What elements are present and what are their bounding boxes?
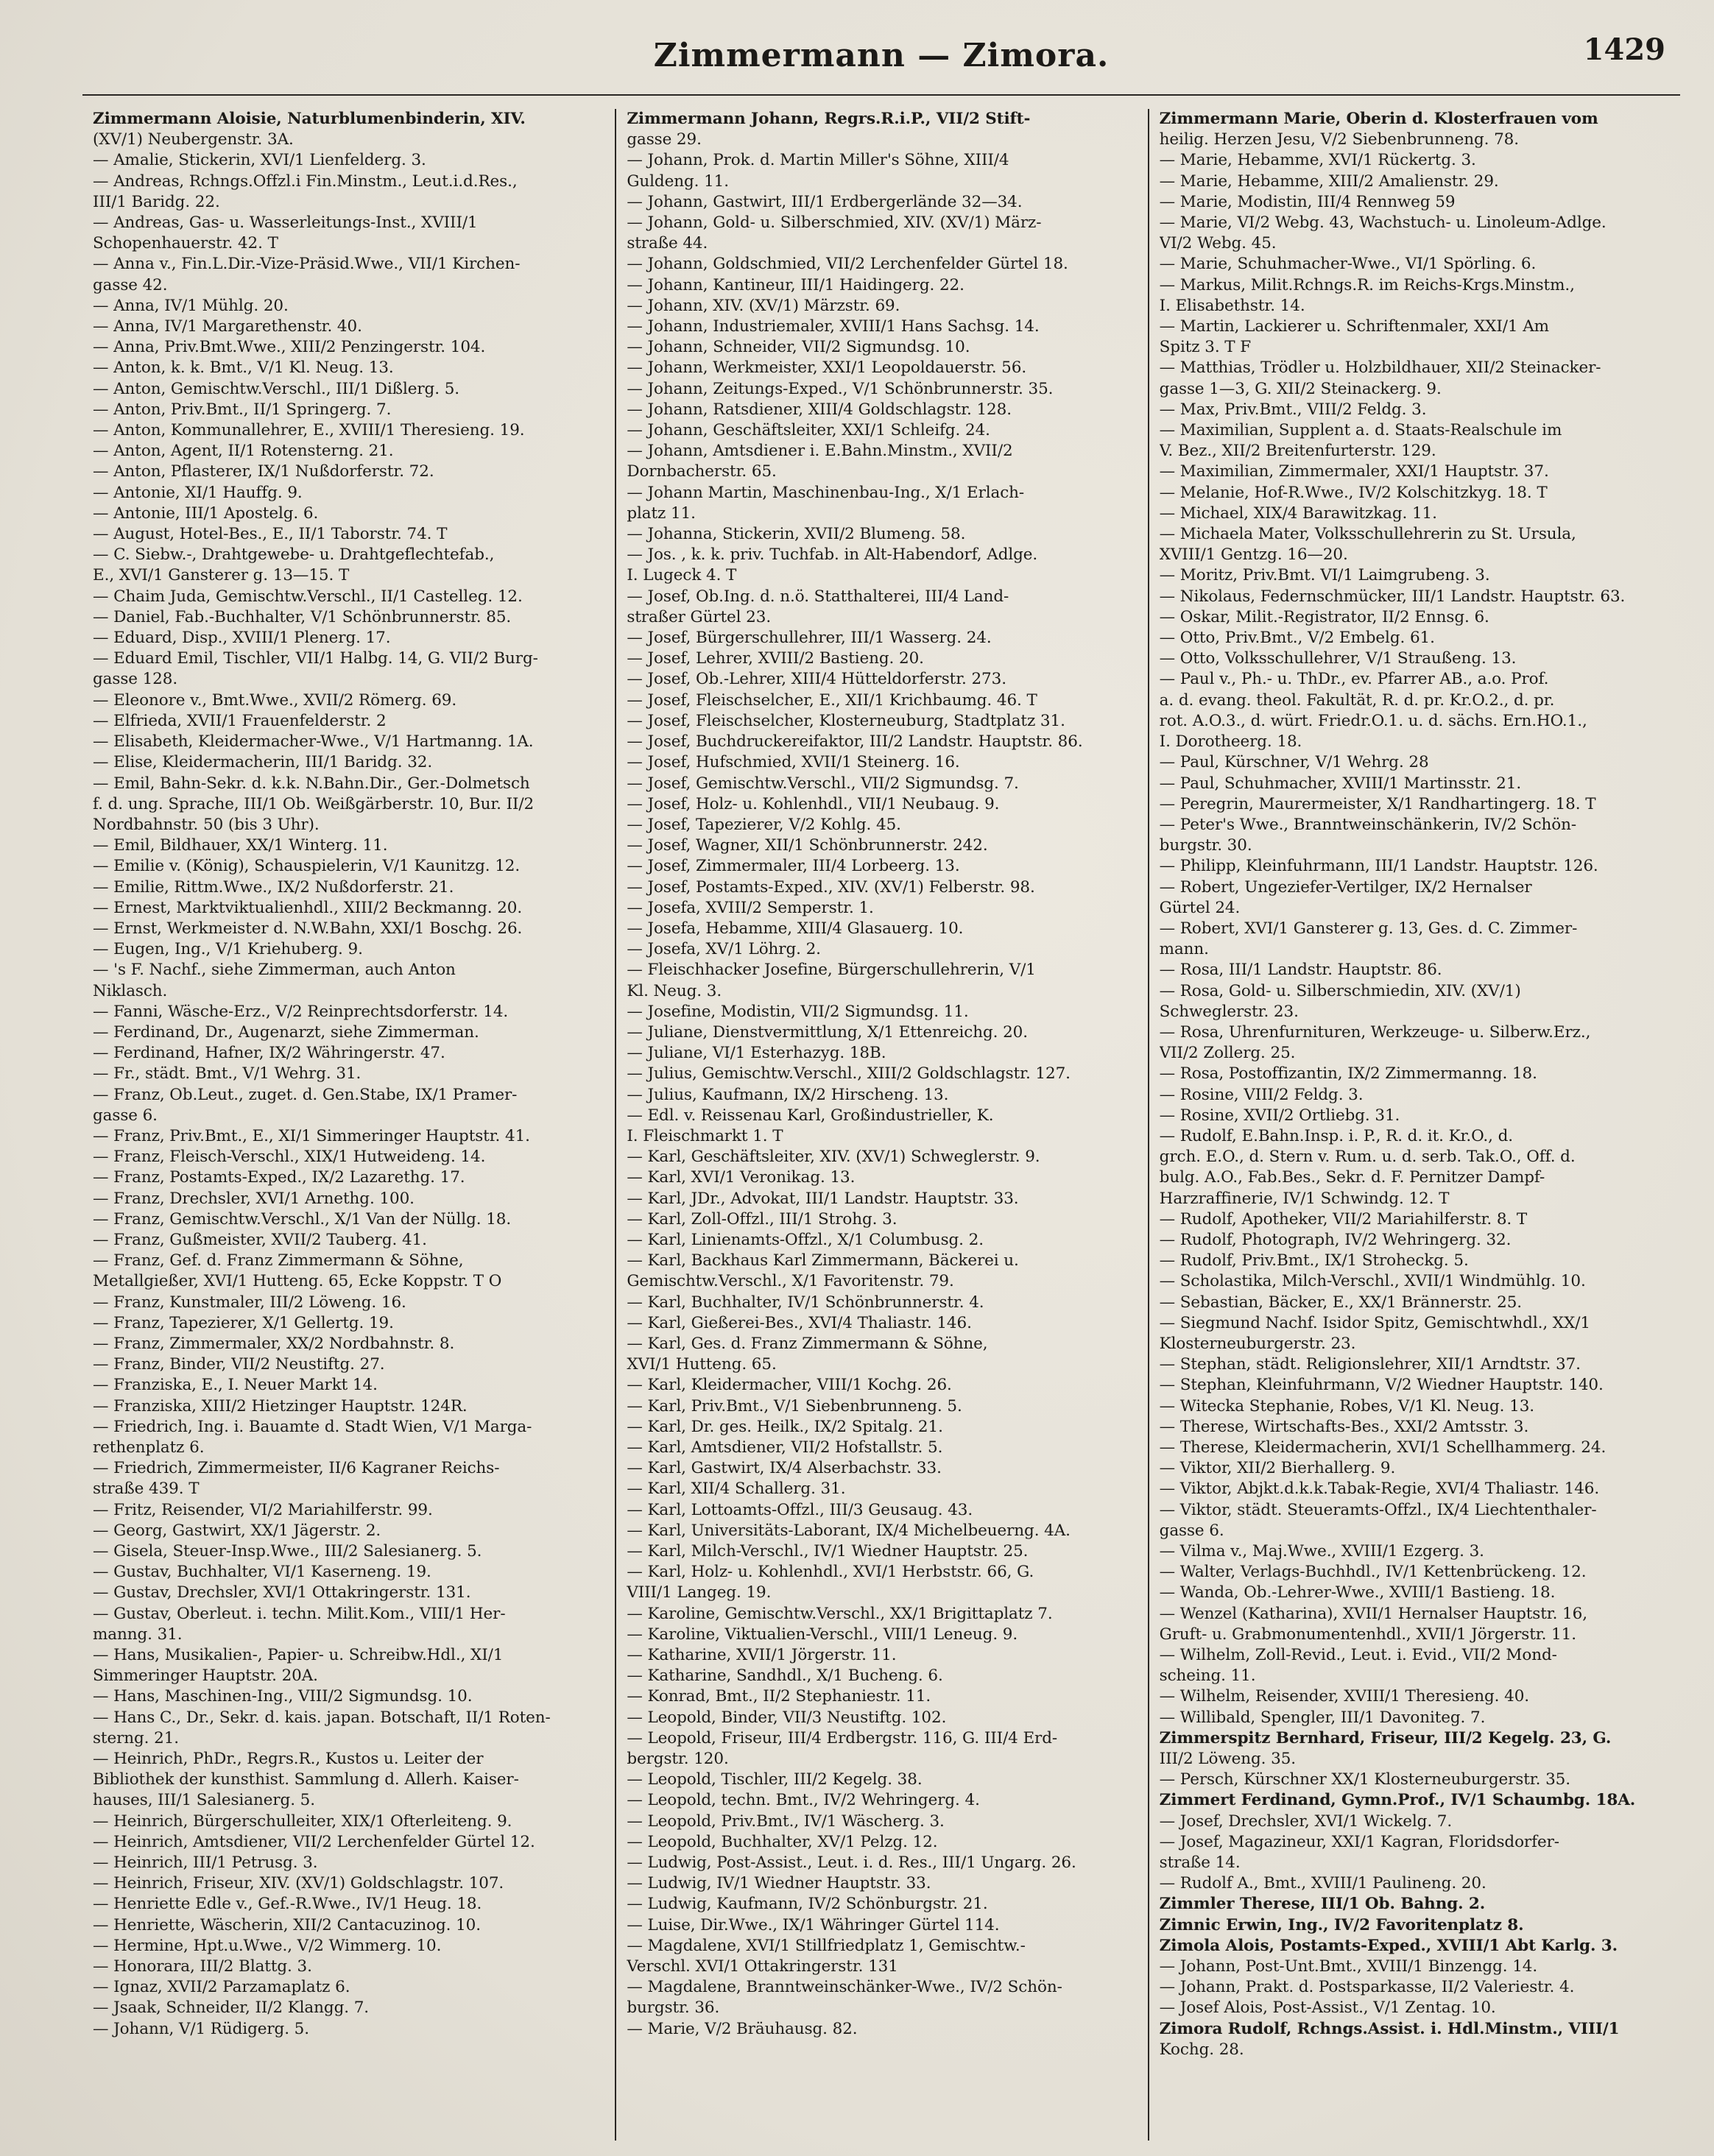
directory-entry: — Konrad, Bmt., II/2 Stephaniestr. 11. <box>627 1687 931 1706</box>
directory-entry: — Franz, Drechsler, XVI/1 Arnethg. 100. <box>93 1189 415 1208</box>
directory-entry: — Elise, Kleidermacherin, III/1 Baridg. 32. <box>93 753 433 772</box>
directory-entry: — Fritz, Reisender, VI/2 Mariahilferstr. 99. <box>93 1500 433 1519</box>
directory-entry: — Karl, Backhaus Karl Zimmermann, Bäckerei u. <box>627 1251 1019 1270</box>
directory-entry: — Anton, Pflasterer, IX/1 Nußdorferstr. 72. <box>93 462 434 481</box>
directory-entry: — Robert, Ungeziefer-Vertilger, IX/2 Hernalser <box>1159 877 1532 897</box>
directory-entry: (XV/1) Neubergenstr. 3A. <box>93 130 294 149</box>
directory-entry: — Karl, Gastwirt, IX/4 Alserbachstr. 33. <box>627 1459 942 1478</box>
directory-entry: — 's F. Nachf., siehe Zimmerman, auch Anton <box>93 961 456 980</box>
column-right <box>1148 109 1680 2141</box>
directory-entry: — Johann, Industriemaler, XVIII/1 Hans Sachsg. 14. <box>627 317 1040 336</box>
running-head: Zimmermann — Zimora. <box>653 37 1110 74</box>
directory-entry: Nordbahnstr. 50 (bis 3 Uhr). <box>93 815 320 834</box>
directory-entry: — Anna, IV/1 Margarethenstr. 40. <box>93 317 362 336</box>
directory-entry: — Johann, Prakt. d. Postsparkasse, II/2 Valeriestr. 4. <box>1159 1978 1575 1997</box>
directory-entry: Zimmermann Johann, Regrs.R.i.P., VII/2 Stift- <box>627 110 1031 128</box>
directory-entry: sterng. 21. <box>93 1728 180 1747</box>
directory-entry: — Josef, Drechsler, XVI/1 Wickelg. 7. <box>1159 1812 1453 1831</box>
directory-entry: Niklasch. <box>93 981 168 1000</box>
directory-entry: — Johann, Post-Unt.Bmt., XVIII/1 Binzengg. 14. <box>1159 1957 1538 1976</box>
directory-entry: — Philipp, Kleinfuhrmann, III/1 Landstr. Hauptstr. 126. <box>1159 857 1598 876</box>
directory-entry: — Johann, Amtsdiener i. E.Bahn.Minstm., XVII/2 <box>627 442 1013 461</box>
directory-entry: — Michaela Mater, Volksschullehrerin zu St. Ursula, <box>1159 525 1576 544</box>
directory-entry: — Johann, Gold- u. Silberschmied, XIV. (XV/1) März- <box>627 213 1042 233</box>
directory-entry: — Rosa, III/1 Landstr. Hauptstr. 86. <box>1159 961 1442 980</box>
directory-entry: Simmeringer Hauptstr. 20A. <box>93 1667 318 1686</box>
directory-entry: gasse 29. <box>627 130 702 149</box>
directory-entry: — Leopold, Binder, VII/3 Neustiftg. 102. <box>627 1708 947 1727</box>
column-left <box>82 109 615 2141</box>
directory-entry: — Johann Martin, Maschinenbau-Ing., X/1 Erlach- <box>627 483 1025 502</box>
directory-entry: straße 14. <box>1159 1853 1241 1873</box>
directory-entry: — Anton, Priv.Bmt., II/1 Springerg. 7. <box>93 400 392 419</box>
directory-entry: — Johann, Gastwirt, III/1 Erdbergerlände 32—34. <box>627 192 1023 211</box>
directory-entry: — Vilma v., Maj.Wwe., XVIII/1 Ezgerg. 3. <box>1159 1542 1484 1561</box>
page-header <box>82 26 1680 96</box>
directory-entry: — Rosine, VIII/2 Feldg. 3. <box>1159 1085 1364 1104</box>
directory-entry: — Heinrich, PhDr., Regrs.R., Kustos u. Leiter der <box>93 1750 484 1769</box>
directory-entry: — Viktor, Abjkt.d.k.k.Tabak-Regie, XVI/4 Thaliastr. 146. <box>1159 1480 1600 1499</box>
directory-entry: — Magdalene, Branntweinschänker-Wwe., IV/2 Schön- <box>627 1978 1062 1997</box>
directory-entry: — Anton, Kommunallehrer, E., XVIII/1 Theresieng. 19. <box>93 421 525 440</box>
directory-entry: Spitz 3. T F <box>1159 338 1252 357</box>
directory-entry: — Martin, Lackierer u. Schriftenmaler, XXI/1 Am <box>1159 317 1549 336</box>
directory-entry: — Markus, Milit.Rchngs.R. im Reichs-Krgs.Minstm., <box>1159 275 1575 294</box>
directory-entry: — Wenzel (Katharina), XVII/1 Hernalser Hauptstr. 16, <box>1159 1604 1587 1623</box>
directory-entry: — Jos. , k. k. priv. Tuchfab. in Alt-Habendorf, Adlge. <box>627 545 1038 565</box>
directory-entry: — Josef, Zimmermaler, III/4 Lorbeerg. 13. <box>627 857 960 876</box>
directory-entry: — Josef, Tapezierer, V/2 Kohlg. 45. <box>627 815 901 834</box>
directory-entry: — Katharine, Sandhdl., X/1 Bucheng. 6. <box>627 1667 943 1686</box>
directory-entry: — Henriette, Wäscherin, XII/2 Cantacuzinog. 10. <box>93 1915 481 1934</box>
directory-entry: — Karl, Gießerei-Bes., XVI/4 Thaliastr. 146. <box>627 1313 972 1332</box>
directory-entry: — Johann, V/1 Rüdigerg. 5. <box>93 2019 309 2038</box>
directory-entry: — Emilie, Rittm.Wwe., IX/2 Nußdorferstr. 21. <box>93 877 454 897</box>
directory-entry: — C. Siebw.-, Drahtgewebe- u. Drahtgeflechtefab., <box>93 545 495 565</box>
page-number: 1429 <box>1583 32 1665 67</box>
directory-entry: — Franz, Tapezierer, X/1 Gellertg. 19. <box>93 1313 394 1332</box>
directory-entry: — Marie, Schuhmacher-Wwe., VI/1 Spörling. 6. <box>1159 255 1537 274</box>
directory-entry: scheing. 11. <box>1159 1667 1256 1686</box>
directory-entry: — Karl, Priv.Bmt., V/1 Siebenbrunneng. 5. <box>627 1396 962 1415</box>
directory-entry: — Johann, Goldschmied, VII/2 Lerchenfelder Gürtel 18. <box>627 255 1068 274</box>
directory-entry: — Anna, IV/1 Mühlg. 20. <box>93 296 289 315</box>
directory-entry: — Anna, Priv.Bmt.Wwe., XIII/2 Penzingerstr. 104. <box>93 338 486 357</box>
directory-entry: platz 11. <box>627 503 696 523</box>
directory-entry: — Franz, Ob.Leut., zuget. d. Gen.Stabe, IX/1 Pramer- <box>93 1085 518 1104</box>
directory-entry: — Georg, Gastwirt, XX/1 Jägerstr. 2. <box>93 1521 381 1540</box>
directory-entry: Schopenhauerstr. 42. T <box>93 234 278 253</box>
directory-entry: — Franz, Binder, VII/2 Neustiftg. 27. <box>93 1355 385 1374</box>
directory-entry: burgstr. 30. <box>1159 836 1252 855</box>
directory-entry: Zimmerspitz Bernhard, Friseur, III/2 Kegelg. 23, G. <box>1159 1728 1612 1747</box>
directory-entry: Dornbacherstr. 65. <box>627 462 777 481</box>
directory-entry: — Henriette Edle v., Gef.-R.Wwe., IV/1 Heug. 18. <box>93 1895 482 1914</box>
directory-entry: — Max, Priv.Bmt., VIII/2 Feldg. 3. <box>1159 400 1427 419</box>
directory-entry: — Ferdinand, Hafner, IX/2 Währingerstr. 47. <box>93 1044 445 1063</box>
directory-entry: f. d. ung. Sprache, III/1 Ob. Weißgärberstr. 10, Bur. II/2 <box>93 794 535 813</box>
directory-entry: — Eduard Emil, Tischler, VII/1 Halbg. 14, G. VII/2 Burg- <box>93 649 538 668</box>
directory-entry: Schweglerstr. 23. <box>1159 1002 1299 1021</box>
directory-entry: — Leopold, Friseur, III/4 Erdbergstr. 116, G. III/4 Erd- <box>627 1728 1058 1747</box>
directory-entry: — Persch, Kürschner XX/1 Klosterneuburgerstr. 35. <box>1159 1770 1570 1789</box>
directory-entry: — Josef Alois, Post-Assist., V/1 Zentag. 10. <box>1159 1998 1496 2018</box>
directory-entry: — Gustav, Drechsler, XVI/1 Ottakringerstr. 131. <box>93 1583 471 1602</box>
directory-entry: — Johann, Ratsdiener, XIII/4 Goldschlagstr. 128. <box>627 400 1012 419</box>
directory-entry: — Chaim Juda, Gemischtw.Verschl., II/1 Castelleg. 12. <box>93 587 523 606</box>
directory-entry: — Josefa, XVIII/2 Semperstr. 1. <box>627 898 874 917</box>
directory-entry: rot. A.O.3., d. würt. Friedr.O.1. u. d. sächs. Ern.HO.1., <box>1159 711 1587 730</box>
directory-entry: — Hans, Maschinen-Ing., VIII/2 Sigmundsg. 10. <box>93 1687 473 1706</box>
directory-entry: — Rudolf, E.Bahn.Insp. i. P., R. d. it. Kr.O., d. <box>1159 1126 1513 1145</box>
directory-entry: — Paul, Schuhmacher, XVIII/1 Martinsstr. 21. <box>1159 774 1522 793</box>
directory-entry: manng. 31. <box>93 1625 183 1644</box>
directory-entry: Zimola Alois, Postamts-Exped., XVIII/1 Abt Karlg. 3. <box>1159 1936 1618 1955</box>
directory-entry: — Anton, Gemischtw.Verschl., III/1 Dißlerg. 5. <box>93 379 460 398</box>
directory-entry: — Ferdinand, Dr., Augenarzt, siehe Zimmerman. <box>93 1022 479 1042</box>
directory-entry: — Wanda, Ob.-Lehrer-Wwe., XVIII/1 Bastieng. 18. <box>1159 1583 1556 1602</box>
directory-entry: — Franz, Priv.Bmt., E., XI/1 Simmeringer Hauptstr. 41. <box>93 1126 530 1145</box>
directory-entry: — Franz, Fleisch-Verschl., XIX/1 Hutweideng. 14. <box>93 1148 486 1167</box>
directory-entry: — Rosa, Gold- u. Silberschmiedin, XIV. (XV/1) <box>1159 981 1521 1000</box>
directory-entry: VII/2 Zollerg. 25. <box>1159 1044 1296 1063</box>
directory-entry: — Johann, Werkmeister, XXI/1 Leopoldauerstr. 56. <box>627 358 1027 378</box>
directory-entry: — Friedrich, Zimmermeister, II/6 Kagraner Reichs- <box>93 1459 500 1478</box>
directory-entry: rethenplatz 6. <box>93 1438 205 1457</box>
directory-entry: — Gustav, Buchhalter, VI/1 Kaserneng. 19. <box>93 1563 431 1582</box>
directory-entry: — Peregrin, Maurermeister, X/1 Randhartingerg. 18. T <box>1159 794 1596 813</box>
directory-entry: — Maximilian, Supplent a. d. Staats-Realschule im <box>1159 421 1562 440</box>
directory-entry: — Josefa, Hebamme, XIII/4 Glasauerg. 10. <box>627 919 964 938</box>
directory-entry: — Stephan, Kleinfuhrmann, V/2 Wiedner Hauptstr. 140. <box>1159 1376 1604 1395</box>
directory-entry: straße 439. T <box>93 1480 200 1499</box>
directory-entry: — Josef, Wagner, XII/1 Schönbrunnerstr. 242. <box>627 836 988 855</box>
directory-entry: — Julius, Kaufmann, IX/2 Hirscheng. 13. <box>627 1085 949 1104</box>
directory-entry: — Viktor, städt. Steueramts-Offzl., IX/4 Liechtenthaler- <box>1159 1500 1597 1519</box>
directory-entry: — Marie, Hebamme, XIII/2 Amalienstr. 29. <box>1159 172 1499 191</box>
directory-entry: — Anton, k. k. Bmt., V/1 Kl. Neug. 13. <box>93 358 394 378</box>
directory-entry: — Josef, Hufschmied, XVII/1 Steinerg. 16. <box>627 753 960 772</box>
directory-entry: Guldeng. 11. <box>627 172 729 191</box>
directory-entry: — Emil, Bildhauer, XX/1 Winterg. 11. <box>93 836 388 855</box>
directory-entry: — Andreas, Rchngs.Offzl.i Fin.Minstm., Leut.i.d.Res., <box>93 172 518 191</box>
directory-entry: — Karl, Milch-Verschl., IV/1 Wiedner Hauptstr. 25. <box>627 1542 1029 1561</box>
directory-entry: — Rudolf, Photograph, IV/2 Wehringerg. 32. <box>1159 1230 1512 1249</box>
directory-entry: gasse 6. <box>93 1106 158 1125</box>
directory-entry: — Juliane, Dienstvermittlung, X/1 Ettenreichg. 20. <box>627 1022 1028 1042</box>
directory-entry: — Fr., städt. Bmt., V/1 Wehrg. 31. <box>93 1064 362 1084</box>
directory-entry: — Nikolaus, Federnschmücker, III/1 Landstr. Hauptstr. 63. <box>1159 587 1626 606</box>
directory-entry: — Maximilian, Zimmermaler, XXI/1 Hauptstr. 37. <box>1159 462 1549 481</box>
directory-entry: — Paul v., Ph.- u. ThDr., ev. Pfarrer AB., a.o. Prof. <box>1159 670 1549 689</box>
directory-entry: bulg. A.O., Fab.Bes., Sekr. d. F. Pernitzer Dampf- <box>1159 1168 1545 1187</box>
directory-entry: — Josef, Ob.-Lehrer, XIII/4 Hütteldorferstr. 273. <box>627 670 1006 689</box>
directory-entry: burgstr. 36. <box>627 1998 720 2018</box>
directory-entry: — Franz, Postamts-Exped., IX/2 Lazarethg. 17. <box>93 1168 465 1187</box>
directory-entry: — Luise, Dir.Wwe., IX/1 Währinger Gürtel 114. <box>627 1915 1000 1934</box>
directory-entry: E., XVI/1 Gansterer g. 13—15. T <box>93 566 350 585</box>
directory-entry: — Karl, XVI/1 Veronikag. 13. <box>627 1168 856 1187</box>
directory-entry: straßer Gürtel 23. <box>627 607 772 626</box>
directory-entry: — Leopold, Priv.Bmt., IV/1 Wäscherg. 3. <box>627 1812 945 1831</box>
directory-entry: straße 44. <box>627 234 708 253</box>
directory-entry: — Moritz, Priv.Bmt. VI/1 Laimgrubeng. 3. <box>1159 566 1490 585</box>
directory-entry: — Franz, Gußmeister, XVII/2 Tauberg. 41. <box>93 1230 427 1249</box>
directory-entry: — Karl, Geschäftsleiter, XIV. (XV/1) Schweglerstr. 9. <box>627 1148 1040 1167</box>
directory-entry: Gürtel 24. <box>1159 898 1241 917</box>
directory-entry: — Rudolf, Apotheker, VII/2 Mariahilferstr. 8. T <box>1159 1209 1528 1229</box>
directory-entry: — Marie, VI/2 Webg. 43, Wachstuch- u. Linoleum-Adlge. <box>1159 213 1607 233</box>
directory-entry: Zimora Rudolf, Rchngs.Assist. i. Hdl.Minstm., VIII/1 <box>1159 2019 1620 2038</box>
directory-entry: — Josef, Fleischselcher, E., XII/1 Krichbaumg. 46. T <box>627 690 1037 710</box>
directory-entry: — Elfrieda, XVII/1 Frauenfelderstr. 2 <box>93 711 387 730</box>
directory-entry: — Leopold, Buchhalter, XV/1 Pelzg. 12. <box>627 1832 938 1851</box>
directory-entry: — Karl, Kleidermacher, VIII/1 Kochg. 26. <box>627 1376 952 1395</box>
directory-entry: Gemischtw.Verschl., X/1 Favoritenstr. 79. <box>627 1272 954 1291</box>
directory-entry: — Johann, Prok. d. Martin Miller's Söhne, XIII/4 <box>627 151 1009 170</box>
directory-entry: — Siegmund Nachf. Isidor Spitz, Gemischtwhdl., XX/1 <box>1159 1313 1590 1332</box>
directory-entry: — Josef, Fleischselcher, Klosterneuburg, Stadtplatz 31. <box>627 711 1065 730</box>
directory-entry: — Rudolf, Priv.Bmt., IX/1 Stroheckg. 5. <box>1159 1251 1469 1270</box>
directory-entry: — Eleonore v., Bmt.Wwe., XVII/2 Römerg. 69. <box>93 690 457 710</box>
directory-entry: — Franziska, XIII/2 Hietzinger Hauptstr. 124R. <box>93 1396 468 1415</box>
directory-entry: Zimmler Therese, III/1 Ob. Bahng. 2. <box>1159 1895 1486 1914</box>
directory-entry: — Oskar, Milit.-Registrator, II/2 Ennsg. 6. <box>1159 607 1489 626</box>
directory-entry: — Johann, Schneider, VII/2 Sigmundsg. 10. <box>627 338 970 357</box>
directory-entry: — Fanni, Wäsche-Erz., V/2 Reinprechtsdorferstr. 14. <box>93 1002 509 1021</box>
directory-entry: VI/2 Webg. 45. <box>1159 234 1277 253</box>
directory-entry: — Karl, Dr. ges. Heilk., IX/2 Spitalg. 21. <box>627 1417 943 1436</box>
directory-entry: — Karl, XII/4 Schallerg. 31. <box>627 1480 846 1499</box>
directory-entry: — Otto, Priv.Bmt., V/2 Embelg. 61. <box>1159 629 1435 648</box>
directory-entry: — Anna v., Fin.L.Dir.-Vize-Präsid.Wwe., VII/1 Kirchen- <box>93 255 521 274</box>
directory-entry: Zimnic Erwin, Ing., IV/2 Favoritenplatz 8. <box>1159 1915 1524 1934</box>
directory-entry: — Viktor, XII/2 Bierhallerg. 9. <box>1159 1459 1396 1478</box>
directory-entry: — Karoline, Viktualien-Verschl., VIII/1 Leneug. 9. <box>627 1625 1018 1644</box>
directory-entry: — Josefine, Modistin, VII/2 Sigmundsg. 11. <box>627 1002 969 1021</box>
directory-entry: — Therese, Wirtschafts-Bes., XXI/2 Amtsstr. 3. <box>1159 1417 1529 1436</box>
directory-entry: — Karl, JDr., Advokat, III/1 Landstr. Hauptstr. 33. <box>627 1189 1019 1208</box>
directory-entry: — Stephan, städt. Religionslehrer, XII/1 Arndtstr. 37. <box>1159 1355 1581 1374</box>
directory-entry: — Josefa, XV/1 Löhrg. 2. <box>627 940 821 959</box>
directory-entry: I. Elisabethstr. 14. <box>1159 296 1305 315</box>
directory-entry: — Juliane, VI/1 Esterhazyg. 18B. <box>627 1044 886 1063</box>
directory-entry: — Leopold, Tischler, III/2 Kegelg. 38. <box>627 1770 923 1789</box>
directory-entry: Gruft- u. Grabmonumentenhdl., XVII/1 Jörgerstr. 11. <box>1159 1625 1576 1644</box>
directory-entry: I. Dorotheerg. 18. <box>1159 732 1302 752</box>
directory-entry: — Karl, Lottoamts-Offzl., III/3 Geusaug. 43. <box>627 1500 973 1519</box>
directory-entry: heilig. Herzen Jesu, V/2 Siebenbrunneng. 78. <box>1159 130 1519 149</box>
directory-entry: — Karl, Amtsdiener, VII/2 Hofstallstr. 5. <box>627 1438 943 1457</box>
directory-entry: gasse 128. <box>93 670 178 689</box>
directory-entry: I. Fleischmarkt 1. T <box>627 1126 783 1145</box>
directory-entry: — Andreas, Gas- u. Wasserleitungs-Inst., XVIII/1 <box>93 213 478 233</box>
directory-entry: — Rosine, XVII/2 Ortliebg. 31. <box>1159 1106 1400 1125</box>
directory-entry: — Franz, Kunstmaler, III/2 Löweng. 16. <box>93 1293 406 1312</box>
directory-entry: — Josef, Holz- u. Kohlenhdl., VII/1 Neubaug. 9. <box>627 794 1000 813</box>
directory-entry: mann. <box>1159 940 1209 959</box>
directory-entry: — Rudolf A., Bmt., XVIII/1 Paulineng. 20. <box>1159 1874 1486 1893</box>
directory-entry: — Witecka Stephanie, Robes, V/1 Kl. Neug. 13. <box>1159 1396 1535 1415</box>
directory-entry: III/2 Löweng. 35. <box>1159 1750 1297 1769</box>
directory-entry: — Franz, Zimmermaler, XX/2 Nordbahnstr. 8. <box>93 1334 455 1353</box>
directory-entry: gasse 42. <box>93 275 168 294</box>
directory-entry: Bibliothek der kunsthist. Sammlung d. Allerh. Kaiser- <box>93 1770 519 1789</box>
directory-entry: — Melanie, Hof-R.Wwe., IV/2 Kolschitzkyg. 18. T <box>1159 483 1548 502</box>
directory-entry: — Sebastian, Bäcker, E., XX/1 Brännerstr. 25. <box>1159 1293 1523 1312</box>
directory-entry: — Magdalene, XVI/1 Stillfriedplatz 1, Gemischtw.- <box>627 1936 1026 1955</box>
directory-entry: — Karl, Holz- u. Kohlenhdl., XVI/1 Herbststr. 66, G. <box>627 1563 1034 1582</box>
directory-entry: Kochg. 28. <box>1159 2040 1244 2059</box>
directory-entry: — Karl, Ges. d. Franz Zimmermann & Söhne, <box>627 1334 988 1353</box>
directory-entry: — Julius, Gemischtw.Verschl., XIII/2 Goldschlagstr. 127. <box>627 1064 1071 1084</box>
directory-entry: — Friedrich, Ing. i. Bauamte d. Stadt Wien, V/1 Marga- <box>93 1417 532 1436</box>
directory-entry: grch. E.O., d. Stern v. Rum. u. d. serb. Tak.O., Off. d. <box>1159 1148 1576 1167</box>
directory-entry: Zimmermann Marie, Oberin d. Klosterfrauen vom <box>1159 110 1598 128</box>
directory-entry: — Gustav, Oberleut. i. techn. Milit.Kom., VIII/1 Her- <box>93 1604 506 1623</box>
directory-entry: — Daniel, Fab.-Buchhalter, V/1 Schönbrunnerstr. 85. <box>93 607 512 626</box>
directory-entry: — Hans C., Dr., Sekr. d. kais. japan. Botschaft, II/1 Roten- <box>93 1708 551 1727</box>
directory-entry: — Karl, Universitäts-Laborant, IX/4 Michelbeuerng. 4A. <box>627 1521 1071 1540</box>
directory-entry: — Fleischhacker Josefine, Bürgerschullehrerin, V/1 <box>627 961 1036 980</box>
directory-entry: — Edl. v. Reissenau Karl, Großindustrieller, K. <box>627 1106 994 1125</box>
directory-entry: — Scholastika, Milch-Verschl., XVII/1 Windmühlg. 10. <box>1159 1272 1586 1291</box>
directory-entry: Klosterneuburgerstr. 23. <box>1159 1334 1356 1353</box>
directory-entry: III/1 Baridg. 22. <box>93 192 220 211</box>
directory-entry: — Karl, Zoll-Offzl., III/1 Strohg. 3. <box>627 1209 897 1229</box>
directory-entry: — Michael, XIX/4 Barawitzkag. 11. <box>1159 503 1437 523</box>
directory-entry: — Heinrich, Amtsdiener, VII/2 Lerchenfelder Gürtel 12. <box>93 1832 535 1851</box>
directory-entry: — Honorara, III/2 Blattg. 3. <box>93 1957 312 1976</box>
directory-entry: — Paul, Kürschner, V/1 Wehrg. 28 <box>1159 753 1429 772</box>
directory-entry: — Otto, Volksschullehrer, V/1 Straußeng. 13. <box>1159 649 1517 668</box>
directory-entry: — Antonie, III/1 Apostelg. 6. <box>93 503 319 523</box>
directory-entry: — Franz, Gef. d. Franz Zimmermann & Söhne, <box>93 1251 464 1270</box>
directory-entry: — Amalie, Stickerin, XVI/1 Lienfelderg. 3. <box>93 151 426 170</box>
directory-entry: Kl. Neug. 3. <box>627 981 722 1000</box>
directory-entry: — Josef, Postamts-Exped., XIV. (XV/1) Felberstr. 98. <box>627 877 1035 897</box>
directory-entry: — Gisela, Steuer-Insp.Wwe., III/2 Salesianerg. 5. <box>93 1542 482 1561</box>
directory-entry: — Anton, Agent, II/1 Rotensterng. 21. <box>93 442 394 461</box>
directory-entry: — Marie, Modistin, III/4 Rennweg 59 <box>1159 192 1456 211</box>
directory-entry: Zimmermann Aloisie, Naturblumenbinderin, XIV. <box>93 110 526 128</box>
directory-entry: — Josef, Ob.Ing. d. n.ö. Statthalterei, III/4 Land- <box>627 587 1009 606</box>
directory-entry: — Eugen, Ing., V/1 Kriehuberg. 9. <box>93 940 363 959</box>
directory-entry: — Johann, Zeitungs-Exped., V/1 Schönbrunnerstr. 35. <box>627 379 1054 398</box>
directory-entry: — Peter's Wwe., Branntweinschänkerin, IV/2 Schön- <box>1159 815 1577 834</box>
directory-entry: — Franz, Gemischtw.Verschl., X/1 Van der Nüllg. 18. <box>93 1209 512 1229</box>
directory-entry: VIII/1 Langeg. 19. <box>627 1583 772 1602</box>
directory-entry: — Willibald, Spengler, III/1 Davoniteg. 7. <box>1159 1708 1486 1727</box>
directory-entry: — Josef, Buchdruckereifaktor, III/2 Landstr. Hauptstr. 86. <box>627 732 1083 752</box>
directory-entry: XVIII/1 Gentzg. 16—20. <box>1159 545 1348 565</box>
directory-entry: — Rosa, Uhrenfurnituren, Werkzeuge- u. Silberw.Erz., <box>1159 1022 1591 1042</box>
directory-entry: — Karl, Buchhalter, IV/1 Schönbrunnerstr. 4. <box>627 1293 984 1312</box>
directory-entry: bergstr. 120. <box>627 1750 729 1769</box>
directory-entry: — Robert, XVI/1 Gansterer g. 13, Ges. d. C. Zimmer- <box>1159 919 1578 938</box>
column-middle <box>615 109 1147 2141</box>
directory-entry: — Eduard, Disp., XVIII/1 Plenerg. 17. <box>93 629 391 648</box>
directory-entry: — Wilhelm, Zoll-Revid., Leut. i. Evid., VII/2 Mond- <box>1159 1646 1557 1665</box>
directory-entry: Verschl. XVI/1 Ottakringerstr. 131 <box>627 1957 898 1976</box>
directory-entry: I. Lugeck 4. T <box>627 566 737 585</box>
directory-entry: Harzraffinerie, IV/1 Schwindg. 12. T <box>1159 1189 1450 1208</box>
directory-entry: — Ernst, Werkmeister d. N.W.Bahn, XXI/1 Boschg. 26. <box>93 919 523 938</box>
directory-entry: — Antonie, XI/1 Hauffg. 9. <box>93 483 303 502</box>
directory-entry: — Emilie v. (König), Schauspielerin, V/1 Kaunitzg. 12. <box>93 857 521 876</box>
directory-entry: — Heinrich, Friseur, XIV. (XV/1) Goldschlagstr. 107. <box>93 1874 504 1893</box>
directory-entry: — August, Hotel-Bes., E., II/1 Taborstr. 74. T <box>93 525 448 544</box>
directory-entry: — Wilhelm, Reisender, XVIII/1 Theresieng. 40. <box>1159 1687 1530 1706</box>
directory-entry: — Walter, Verlags-Buchhdl., IV/1 Kettenbrückeng. 12. <box>1159 1563 1587 1582</box>
directory-entry: — Josef, Bürgerschullehrer, III/1 Wasserg. 24. <box>627 629 992 648</box>
directory-entry: — Marie, V/2 Bräuhausg. 82. <box>627 2019 858 2038</box>
columns <box>82 109 1680 2141</box>
directory-entry: Metallgießer, XVI/1 Hutteng. 65, Ecke Koppstr. T O <box>93 1272 502 1291</box>
directory-entry: XVI/1 Hutteng. 65. <box>627 1355 777 1374</box>
directory-entry: — Heinrich, Bürgerschulleiter, XIX/1 Ofterleiteng. 9. <box>93 1812 512 1831</box>
directory-entry: hauses, III/1 Salesianerg. 5. <box>93 1791 315 1810</box>
directory-entry: a. d. evang. theol. Fakultät, R. d. pr. Kr.O.2., d. pr. <box>1159 690 1555 710</box>
directory-entry: — Hans, Musikalien-, Papier- u. Schreibw.Hdl., XI/1 <box>93 1646 504 1665</box>
directory-entry: — Karoline, Gemischtw.Verschl., XX/1 Brigittaplatz 7. <box>627 1604 1053 1623</box>
directory-entry: — Josef, Magazineur, XXI/1 Kagran, Floridsdorfer- <box>1159 1832 1559 1851</box>
directory-entry: — Elisabeth, Kleidermacher-Wwe., V/1 Hartmanng. 1A. <box>93 732 534 752</box>
directory-entry: — Hermine, Hpt.u.Wwe., V/2 Wimmerg. 10. <box>93 1936 442 1955</box>
directory-entry: — Leopold, techn. Bmt., IV/2 Wehringerg. 4. <box>627 1791 980 1810</box>
directory-entry: — Therese, Kleidermacherin, XVI/1 Schellhammerg. 24. <box>1159 1438 1607 1457</box>
directory-entry: — Heinrich, III/1 Petrusg. 3. <box>93 1853 318 1873</box>
directory-entry: — Karl, Linienamts-Offzl., X/1 Columbusg. 2. <box>627 1230 984 1249</box>
directory-entry: V. Bez., XII/2 Breitenfurterstr. 129. <box>1159 442 1436 461</box>
directory-entry: — Franziska, E., I. Neuer Markt 14. <box>93 1376 378 1395</box>
directory-entry: — Ludwig, Post-Assist., Leut. i. d. Res., III/1 Ungarg. 26. <box>627 1853 1076 1873</box>
directory-entry: — Marie, Hebamme, XVI/1 Rückertg. 3. <box>1159 151 1476 170</box>
directory-entry: — Matthias, Trödler u. Holzbildhauer, XII/2 Steinacker- <box>1159 358 1601 378</box>
directory-entry: — Rosa, Postoffizantin, IX/2 Zimmermanng. 18. <box>1159 1064 1537 1084</box>
directory-entry: — Ludwig, IV/1 Wiedner Hauptstr. 33. <box>627 1874 931 1893</box>
directory-entry: — Johann, Kantineur, III/1 Haidingerg. 22. <box>627 275 964 294</box>
directory-entry: — Ernest, Marktviktualienhdl., XIII/2 Beckmanng. 20. <box>93 898 523 917</box>
directory-entry: gasse 6. <box>1159 1521 1224 1540</box>
directory-entry: — Johann, Geschäftsleiter, XXI/1 Schleifg. 24. <box>627 421 990 440</box>
directory-entry: — Johann, XIV. (XV/1) Märzstr. 69. <box>627 296 900 315</box>
directory-entry: — Josef, Lehrer, XVIII/2 Bastieng. 20. <box>627 649 924 668</box>
directory-entry: — Katharine, XVII/1 Jörgerstr. 11. <box>627 1646 897 1665</box>
directory-entry: — Josef, Gemischtw.Verschl., VII/2 Sigmundsg. 7. <box>627 774 1019 793</box>
directory-entry: — Emil, Bahn-Sekr. d. k.k. N.Bahn.Dir., Ger.-Dolmetsch <box>93 774 530 793</box>
directory-entry: gasse 1—3, G. XII/2 Steinackerg. 9. <box>1159 379 1442 398</box>
directory-entry: — Johanna, Stickerin, XVII/2 Blumeng. 58. <box>627 525 966 544</box>
directory-entry: Zimmert Ferdinand, Gymn.Prof., IV/1 Schaumbg. 18A. <box>1159 1791 1636 1810</box>
directory-entry: — Jsaak, Schneider, II/2 Klangg. 7. <box>93 1998 370 2018</box>
directory-entry: — Ignaz, XVII/2 Parzamaplatz 6. <box>93 1978 350 1997</box>
directory-entry: — Ludwig, Kaufmann, IV/2 Schönburgstr. 21. <box>627 1895 988 1914</box>
